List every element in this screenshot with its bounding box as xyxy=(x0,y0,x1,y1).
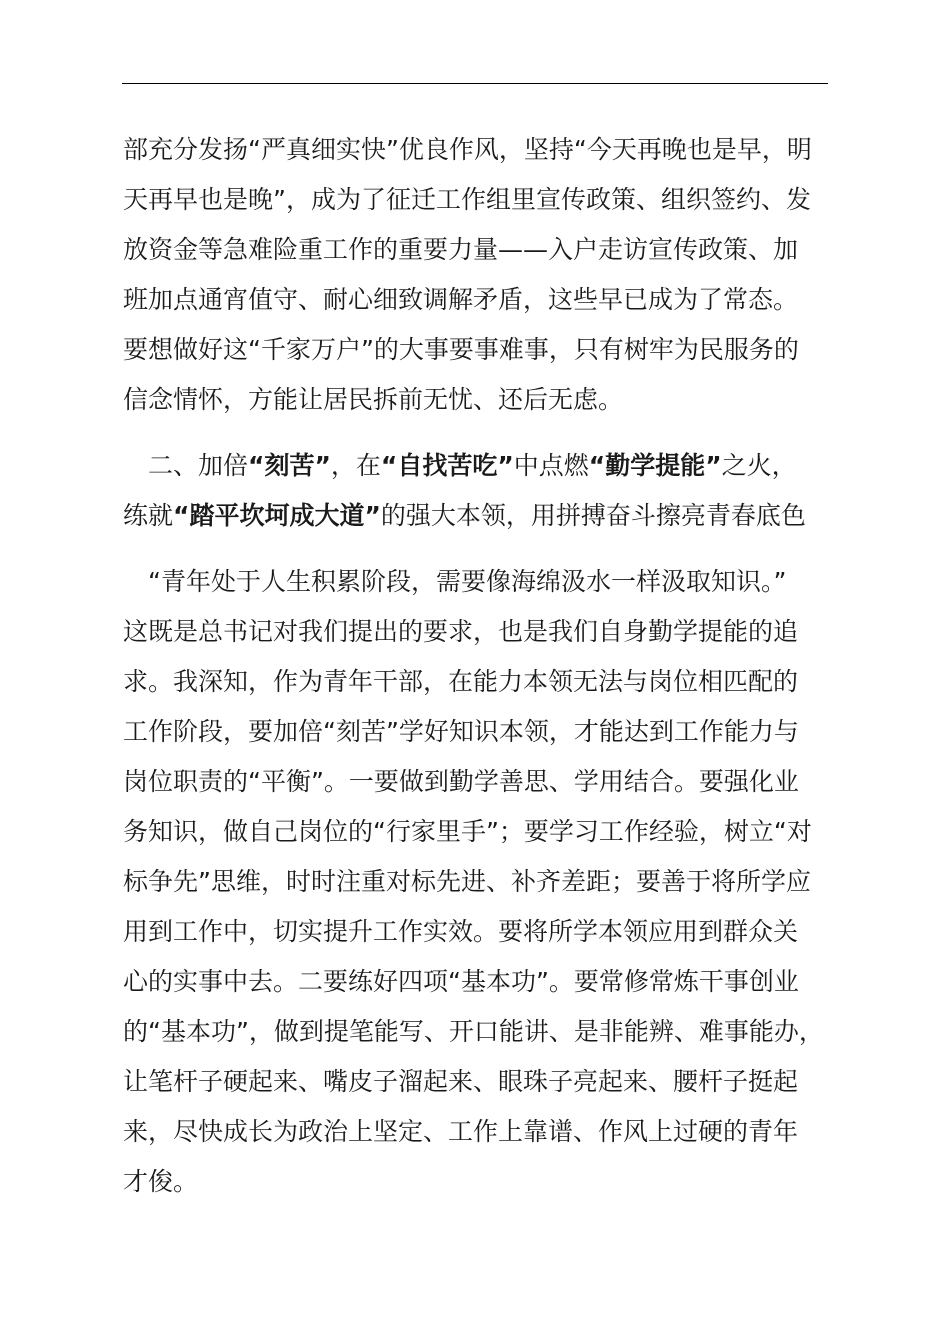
text-line: 天再早也是晚”，成为了征迁工作组里宣传政策、组织签约、发 xyxy=(123,185,811,214)
text-line: 求。我深知，作为青年干部，在能力本领无法与岗位相匹配的 xyxy=(123,667,799,696)
paragraph-gap xyxy=(123,425,828,441)
text-line: 这既是总书记对我们提出的要求，也是我们自身勤学提能的追 xyxy=(123,617,799,646)
text-line: 放资金等急难险重工作的重要力量——入户走访宣传政策、加 xyxy=(123,235,799,264)
heading-text: ，在 xyxy=(330,451,381,480)
section-heading xyxy=(123,441,828,541)
document-body xyxy=(123,125,828,1207)
header-rule xyxy=(122,83,828,84)
text-line: “青年处于人生积累阶段，需要像海绵汲水一样汲取知识。” xyxy=(123,567,787,596)
text-line: 的“基本功”，做到提笔能写、开口能讲、是非能辨、难事能办， xyxy=(123,1017,824,1046)
text-line: 用到工作中，切实提升工作实效。要将所学本领应用到群众关 xyxy=(123,917,799,946)
text-line: 才俊。 xyxy=(123,1167,199,1196)
text-line: 来，尽快成长为政治上坚定、工作上靠谱、作风上过硬的青年 xyxy=(123,1117,799,1146)
text-line: 要想做好这“千家万户”的大事要事难事，只有树牢为民服务的 xyxy=(123,335,799,364)
heading-text: 二、加倍 xyxy=(123,451,249,480)
text-line: 让笔杆子硬起来、嘴皮子溜起来、眼珠子亮起来、腰杆子挺起 xyxy=(123,1067,799,1096)
heading-quote: “自找苦吃” xyxy=(380,451,514,480)
heading-text: 的强大本领，用拼搏奋斗擦亮青春底色 xyxy=(380,501,806,530)
text-line: 岗位职责的“平衡”。一要做到勤学善思、学用结合。要强化业 xyxy=(123,767,799,796)
heading-line-2 xyxy=(123,491,828,541)
heading-quote: “勤学提能” xyxy=(588,451,722,480)
paragraph-continuation xyxy=(123,125,828,425)
text-line: 班加点通宵值守、耐心细致调解矛盾，这些早已成为了常态。 xyxy=(123,285,799,314)
text-line: 心的实事中去。二要练好四项“基本功”。要常修常炼干事创业 xyxy=(123,967,799,996)
heading-line-1 xyxy=(123,441,828,491)
heading-quote: “刻苦” xyxy=(248,451,331,480)
heading-text: 之火， xyxy=(721,451,797,480)
paragraph-gap xyxy=(123,541,828,557)
paragraph-body xyxy=(123,557,828,1207)
text-line: 务知识，做自己岗位的“行家里手”；要学习工作经验，树立“对 xyxy=(123,817,812,846)
text-line: 标争先”思维，时时注重对标先进、补齐差距；要善于将所学应 xyxy=(123,867,811,896)
text-line: 部充分发扬“严真细实快”优良作风，坚持“今天再晚也是早，明 xyxy=(123,135,812,164)
heading-quote: “踏平坎坷成大道” xyxy=(173,501,381,530)
heading-text: 中点燃 xyxy=(513,451,589,480)
heading-text: 练就 xyxy=(123,501,174,530)
text-line: 信念情怀，方能让居民拆前无忧、还后无虑。 xyxy=(123,385,624,414)
text-line: 工作阶段，要加倍“刻苦”学好知识本领，才能达到工作能力与 xyxy=(123,717,799,746)
